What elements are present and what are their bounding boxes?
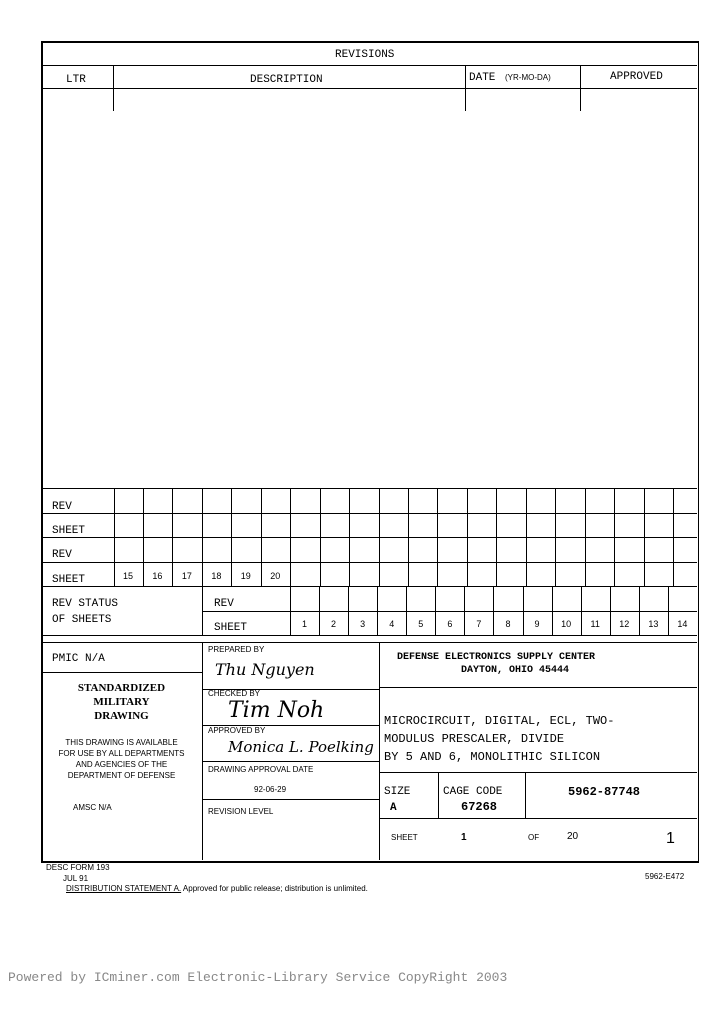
grid-line (349, 488, 350, 586)
sheet-number-cell: 12 (619, 619, 630, 629)
availability-line: AND AGENCIES OF THE (75, 760, 168, 769)
std-title-line: MILITARY (93, 696, 150, 708)
sheet-number-cell: 11 (590, 619, 600, 629)
grid-line (526, 488, 527, 586)
title-line: MODULUS PRESCALER, DIVIDE (384, 732, 565, 746)
checked-by-signature: Tim Noh (228, 698, 325, 723)
amsc: AMSC N/A (73, 803, 112, 812)
divider (465, 65, 466, 111)
drawing-number: 5962-87748 (568, 785, 641, 799)
rev-label: REV (52, 549, 72, 561)
grid-line (202, 611, 697, 612)
sheet-number-cell: 9 (534, 619, 540, 629)
sheet-number-cell: 8 (505, 619, 511, 629)
form-date: JUL 91 (63, 874, 89, 883)
grid-line (467, 488, 468, 586)
grid-line (41, 586, 697, 587)
revision-level-label: REVISION LEVEL (208, 807, 274, 816)
col-description: DESCRIPTION (250, 74, 323, 86)
divider (41, 65, 697, 66)
col-approved: APPROVED (610, 71, 663, 83)
divider (379, 687, 697, 688)
sheet-label: SHEET (52, 574, 86, 586)
grid-line (202, 586, 203, 635)
grid-line (673, 488, 674, 586)
sheet-number-cell: 13 (648, 619, 659, 629)
sheet-number-cell: 5 (418, 619, 424, 629)
grid-line (41, 562, 697, 563)
std-title-line: STANDARDIZED (77, 682, 166, 694)
sheet-label: SHEET (52, 525, 86, 537)
sheet-number: 1 (461, 832, 467, 843)
agency-name: DEFENSE ELECTRONICS SUPPLY CENTER (397, 652, 596, 663)
revisions-title: REVISIONS (335, 49, 395, 61)
sheet-number-cell: 3 (360, 619, 366, 629)
divider (41, 672, 202, 673)
sheet-number-cell: 7 (476, 619, 482, 629)
grid-line (614, 488, 615, 586)
cage-code: 67268 (461, 800, 498, 814)
drawing-title (384, 712, 614, 766)
availability-line: FOR USE BY ALL DEPARTMENTS (58, 749, 185, 758)
availability-line: THIS DRAWING IS AVAILABLE (65, 738, 178, 747)
col-date-format: (YR-MO-DA) (505, 73, 551, 82)
col-date: DATE (469, 72, 496, 84)
divider (525, 772, 526, 818)
distribution-heading: DISTRIBUTION STATEMENT A. (66, 884, 182, 893)
approval-date: 92-06-29 (254, 785, 287, 794)
title-line: MICROCIRCUIT, DIGITAL, ECL, TWO- (384, 714, 615, 728)
sheet-number-cell: 18 (211, 571, 222, 581)
grid-line (644, 488, 645, 586)
sheet-number-cell: 2 (331, 619, 337, 629)
sheet-number-cell: 14 (677, 619, 688, 629)
approved-by-label: APPROVED BY (208, 726, 266, 735)
sheet-number-cell: 6 (447, 619, 453, 629)
grid-line (41, 537, 697, 538)
pmic: PMIC N/A (52, 653, 105, 665)
of-label: OF (528, 833, 540, 842)
grid-line (496, 488, 497, 586)
divider (41, 642, 697, 643)
grid-line (41, 635, 697, 636)
document-code: 5962-E472 (645, 872, 685, 881)
sheet-number-cell: 4 (389, 619, 395, 629)
sheet-number-cell: 20 (270, 571, 281, 581)
watermark: Powered by ICminer.com Electronic-Library Service CopyRight 2003 (8, 970, 508, 985)
sheet-number-cell: 19 (240, 571, 251, 581)
approved-by-signature: Monica L. Poelking (228, 738, 374, 756)
grid-line (585, 488, 586, 586)
divider (202, 799, 379, 800)
divider (41, 88, 697, 89)
standardized-military-drawing (41, 681, 202, 723)
sheet-label: SHEET (214, 622, 248, 634)
divider (438, 772, 439, 818)
col-ltr: LTR (66, 74, 86, 86)
distribution-text: Approved for public release; distribution is unlimited. (181, 884, 368, 893)
sheet-number-cell: 16 (152, 571, 163, 581)
divider (202, 642, 203, 860)
total-sheets: 20 (567, 831, 579, 842)
title-line: BY 5 AND 6, MONOLITHIC SILICON (384, 750, 601, 764)
divider (113, 65, 114, 111)
grid-line (41, 488, 697, 489)
checked-by-label: CHECKED BY (208, 689, 261, 698)
sheet-number-cell: 15 (122, 571, 133, 581)
page-mark: 1 (666, 830, 675, 847)
rev-label: REV (52, 501, 72, 513)
rev-label: REV (214, 598, 234, 610)
prepared-by-signature: Thu Nguyen (215, 660, 315, 679)
cage-code-label: CAGE CODE (443, 786, 503, 798)
sheet-number-cell: 10 (561, 619, 572, 629)
divider (580, 65, 581, 111)
form-number: DESC FORM 193 (46, 863, 110, 872)
grid-line (320, 488, 321, 586)
grid-line (290, 488, 291, 586)
divider (379, 818, 697, 819)
availability-line: DEPARTMENT OF DEFENSE (67, 771, 176, 780)
grid-line (555, 488, 556, 586)
divider (202, 761, 379, 762)
grid-line (379, 488, 380, 586)
std-title-line: DRAWING (94, 710, 149, 722)
divider (379, 642, 380, 860)
prepared-by-label: PREPARED BY (208, 645, 265, 654)
sheet-number-cell: 1 (301, 619, 307, 629)
rev-status-label: REV STATUS (52, 598, 119, 610)
distribution-statement (66, 885, 368, 893)
grid-line (437, 488, 438, 586)
agency-address: DAYTON, OHIO 45444 (461, 665, 570, 676)
availability-note (41, 737, 202, 781)
grid-line (408, 488, 409, 586)
approval-date-label: DRAWING APPROVAL DATE (208, 765, 314, 774)
size-label: SIZE (384, 786, 411, 798)
divider (379, 772, 697, 773)
size-value: A (390, 802, 397, 814)
sheet-label: SHEET (391, 833, 418, 842)
of-sheets-label: OF SHEETS (52, 614, 112, 626)
grid-line (41, 513, 697, 514)
sheet-number-cell: 17 (181, 571, 192, 581)
